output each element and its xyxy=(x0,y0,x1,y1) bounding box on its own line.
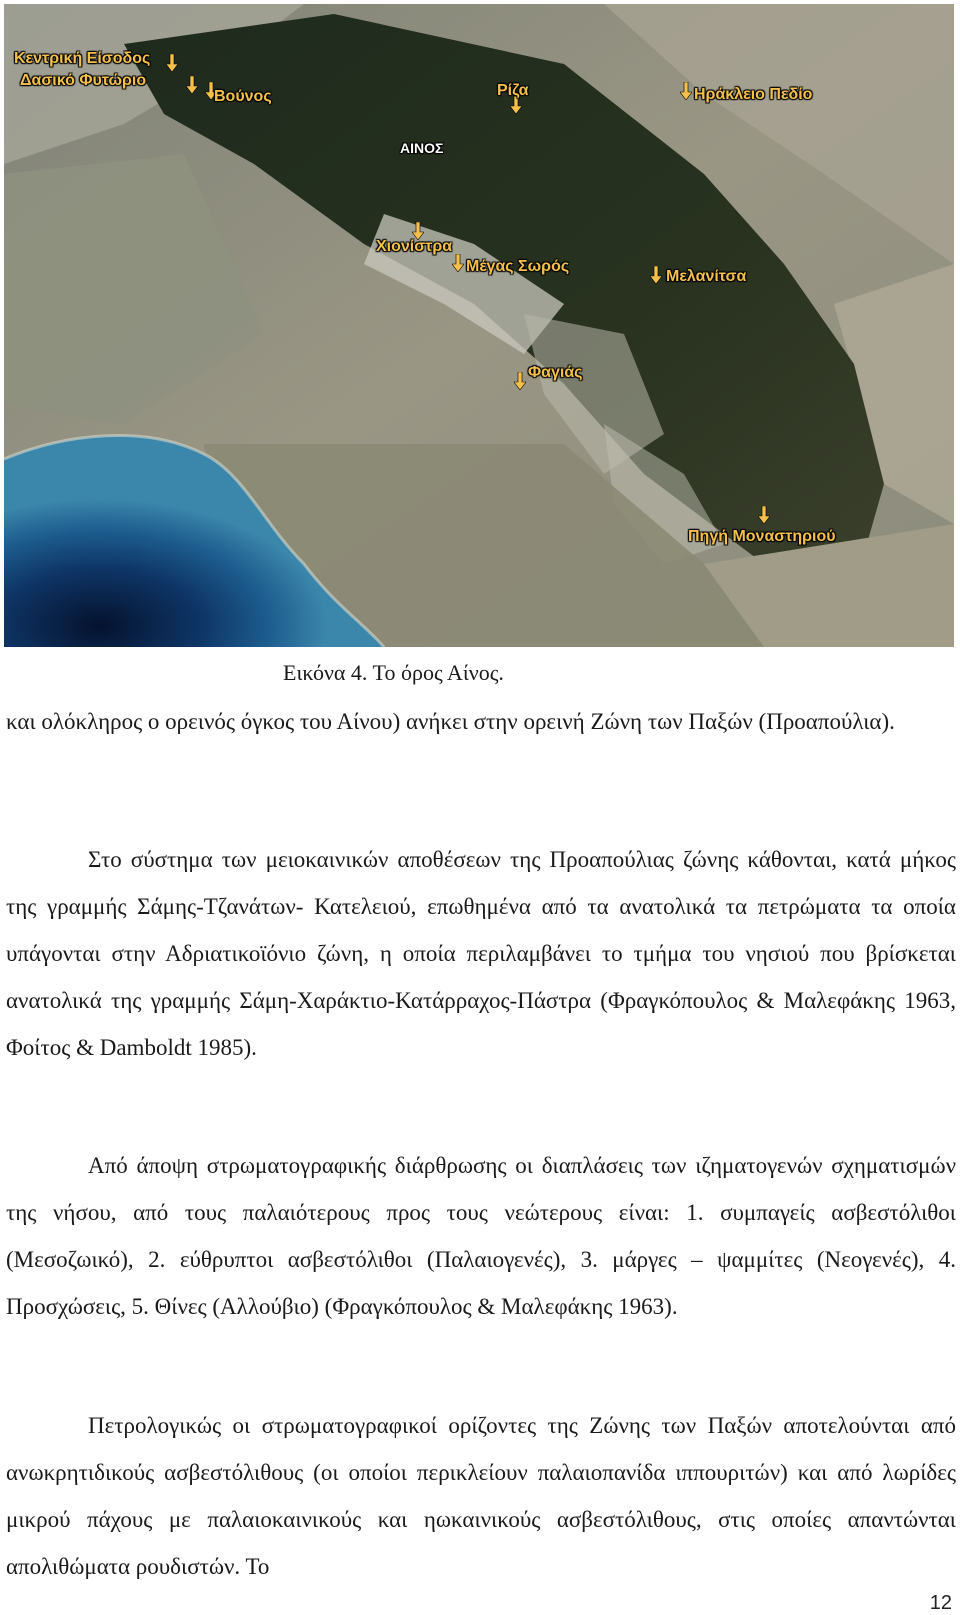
melanitsa-arrow-icon xyxy=(650,266,662,284)
paragraph-2: Στο σύστημα των μειοκαινικών αποθέσεων της Προαπούλιας ζώνης κάθονται, κατά μήκος της γραμμής Σάμης-Τζανάτων- Κατελειού, επωθημένα από τα ανατολικά τα πετρώματα τα οποία υπάγονται στην Αδριατικοϊόνιο ζώνη, η οποία περιλαμβάνει το τμήμα του νησιού που βρίσκεται ανατολικά της γραμμής Σάμη-Χαράκτιο-Κατάρραχος-Πάστρα (Φραγκόπουλος & Μαλεφάκης 1963, Φοίτος & Damboldt 1985). xyxy=(6,847,956,1060)
satellite-map-figure xyxy=(4,4,954,647)
entrance-arrow-icon xyxy=(166,54,178,72)
label-melanitsa: Μελανίτσα xyxy=(666,268,747,285)
irakleio-arrow-icon xyxy=(680,82,692,100)
label-megas-soros: Μέγας Σωρός xyxy=(466,258,570,275)
label-vounos: Βούνος xyxy=(214,88,272,105)
page-number: 12 xyxy=(929,1592,952,1614)
pigi-arrow-icon xyxy=(758,506,770,524)
fagias-arrow-icon xyxy=(514,372,526,390)
label-riza: Ρίζα xyxy=(497,82,529,99)
megas-soros-arrow-icon xyxy=(452,254,464,272)
paragraph-1: και ολόκληρος ο ορεινός όγκος του Αίνου) ανήκει στην ορεινή Ζώνη των Παξών (Προαπούλια). xyxy=(6,709,895,734)
label-ainos: ΑΙΝΟΣ xyxy=(400,140,444,156)
label-pigi: Πηγή Μοναστηριού xyxy=(688,528,836,545)
figure-caption-text: Εικόνα 4. Το όρος Αίνος. xyxy=(283,660,504,685)
label-fagias: Φαγιάς xyxy=(528,364,583,381)
label-chionistra: Χιονίστρα xyxy=(376,238,453,255)
paragraph-4: Πετρολογικώς οι στρωματογραφικοί ορίζοντες της Ζώνης των Παξών αποτελούνται από ανωκρητιδικούς ασβεστόλιθους (οι οποίοι περικλείουν παλαιοπανίδα ιππουριτών) και από λωρίδες μικρού πάχους με παλαιοκαινικούς και ηωκαινικούς ασβεστόλιθους, στις οποίες απαντώνται απολιθώματα ρουδιστών. Το xyxy=(6,1413,956,1579)
label-irakleio: Ηράκλειο Πεδίο xyxy=(694,86,813,103)
nursery-arrow-icon xyxy=(186,76,198,94)
paragraph-3: Από άποψη στρωματογραφικής διάρθρωσης οι διαπλάσεις των ιζηματογενών σχηματισμών της νήσου, από τους παλαιότερους προς τους νεώτερους είναι: 1. συμπαγείς ασβεστόλιθοι (Μεσοζωικό), 2. εύθρυπτοι ασβεστόλιθοι (Παλαιογενές), 3. μάργες – ψαμμίτες (Νεογενές), 4. Προσχώσεις, 5. Θίνες (Αλλούβιο) (Φραγκόπουλος & Μαλεφάκης 1963). xyxy=(6,1153,956,1319)
label-entrance: Κεντρική Είσοδος xyxy=(14,50,151,67)
label-nursery: Δασικό Φυτώριο xyxy=(20,72,147,89)
